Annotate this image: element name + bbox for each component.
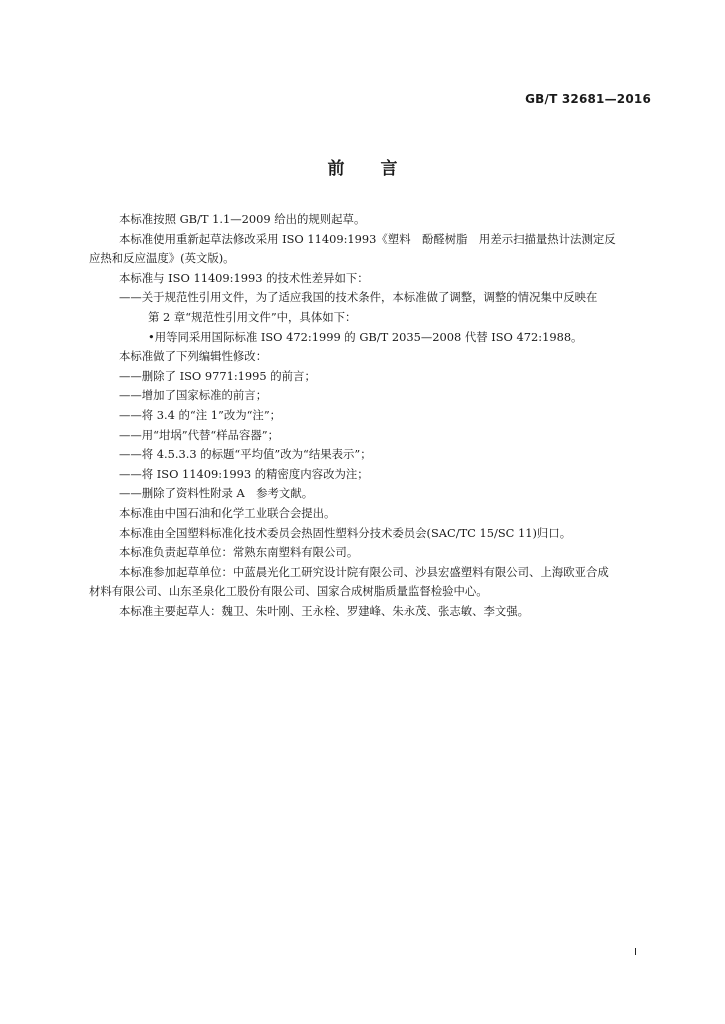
dash-item: ——删除了资料性附录 A 参考文献。 (119, 486, 314, 501)
paragraph-line: 材料有限公司、山东圣泉化工股份有限公司、国家合成树脂质量监督检验中心。 (89, 584, 488, 599)
paragraph-adoption (89, 230, 652, 269)
paragraph-main-drafters: 本标准主要起草人：魏卫、朱叶刚、王永栓、罗建峰、朱永茂、张志敏、李文强。 (119, 603, 530, 618)
dash-item: ——增加了国家标准的前言； (119, 388, 268, 403)
dash-item: ——将 3.4 的“注 1”改为“注”； (119, 407, 282, 422)
dash-item: ——将 ISO 11409:1993 的精密度内容改为注； (119, 466, 369, 481)
bullet-item: •用等同采用国际标准 ISO 472:1999 的 GB/T 2035—2008 代替 ISO 472:1988。 (148, 329, 583, 344)
paragraph-responsible-drafter: 本标准负责起草单位：常熟东南塑料有限公司。 (119, 545, 359, 560)
foreword-body (89, 210, 652, 621)
paragraph-line: 本标准使用重新起草法修改采用 ISO 11409:1993《塑料 酚醛树脂 用差示扫描量热计法测定反 (119, 231, 616, 246)
paragraph-technical-differences: 本标准与 ISO 11409:1993 的技术性差异如下： (119, 270, 369, 285)
paragraph-technical-committee: 本标准由全国塑料标准化技术委员会热固性塑料分技术委员会(SAC/TC 15/SC 11)归口。 (119, 525, 572, 540)
page-title: 前言 (327, 159, 434, 179)
paragraph-line: 本标准参加起草单位：中蓝晨光化工研究设计院有限公司、沙县宏盛塑料有限公司、上海欧亚合成 (119, 564, 609, 579)
paragraph-proposer: 本标准由中国石油和化学工业联合会提出。 (119, 505, 336, 520)
paragraph-normative-references (119, 288, 652, 327)
dash-item: ——将 4.5.3.3 的标题“平均值”改为“结果表示”； (119, 447, 372, 462)
paragraph-line: ——关于规范性引用文件，为了适应我国的技术条件，本标准做了调整，调整的情况集中反映在 (119, 290, 598, 305)
paragraph-drafting-rules: 本标准按照 GB/T 1.1—2009 给出的规则起草。 (119, 212, 366, 226)
dash-item: ——用“坩埚”代替“样品容器”； (119, 427, 279, 442)
standard-code: GB/T 32681—2016 (525, 92, 651, 106)
dash-item: ——删除了 ISO 9771:1995 的前言； (119, 368, 316, 383)
paragraph-line: 应热和反应温度》(英文版)。 (89, 251, 235, 266)
page-number: I (634, 947, 637, 958)
paragraph-participating-drafters (89, 563, 652, 602)
paragraph-editorial-changes: 本标准做了下列编辑性修改： (119, 349, 268, 364)
paragraph-line: 第 2 章“规范性引用文件”中，具体如下： (148, 309, 357, 324)
